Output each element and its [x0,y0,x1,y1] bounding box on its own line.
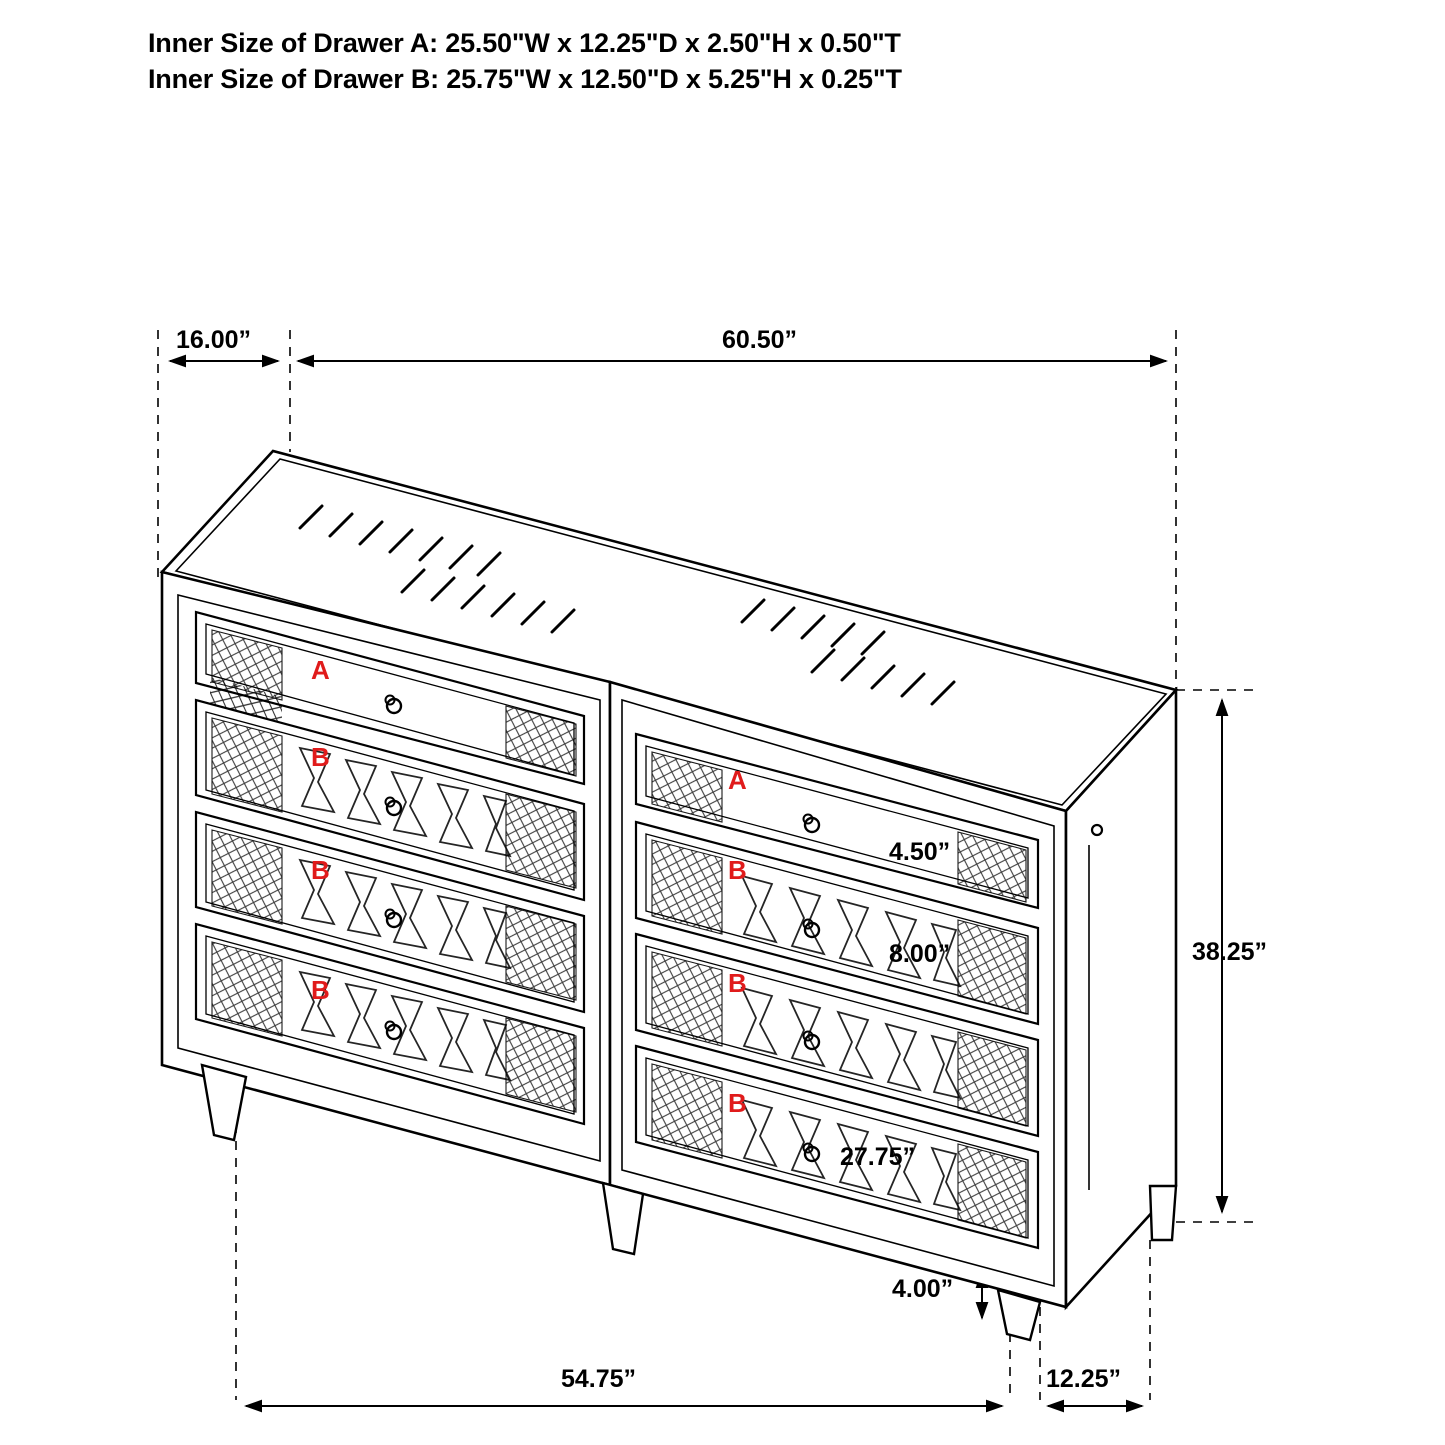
drawer-b-spec: Inner Size of Drawer B: 25.75"W x 12.50"D x 5.25"H x 0.25"T [148,63,902,94]
drawer-label-right-4: B [728,1088,747,1118]
drawer-a-spec: Inner Size of Drawer A: 25.50"W x 12.25"D x 2.50"H x 0.50"T [148,28,901,58]
drawer-label-left-3: B [311,855,330,885]
drawer-label-right-3: B [728,968,747,998]
dim-base-width: 54.75” [561,1365,637,1393]
dim-base-depth: 12.25” [1046,1365,1122,1393]
dim-leg-height: 4.00” [892,1275,954,1303]
dim-drawer-width: 27.75” [840,1143,916,1171]
drawer-label-left-1: A [311,655,330,685]
dim-drawer-b-height: 8.00” [889,940,951,968]
dim-width-top: 60.50” [722,326,798,354]
dim-drawer-a-height: 4.50” [889,838,951,866]
drawer-label-left-4: B [311,975,330,1005]
dresser-body [162,451,1176,1340]
drawer-label-left-2: B [311,742,330,772]
drawer-label-right-2: B [728,855,747,885]
dim-depth-top: 16.00” [176,326,252,354]
drawer-label-right-1: A [728,765,747,795]
dim-total-height: 38.25” [1192,938,1268,966]
